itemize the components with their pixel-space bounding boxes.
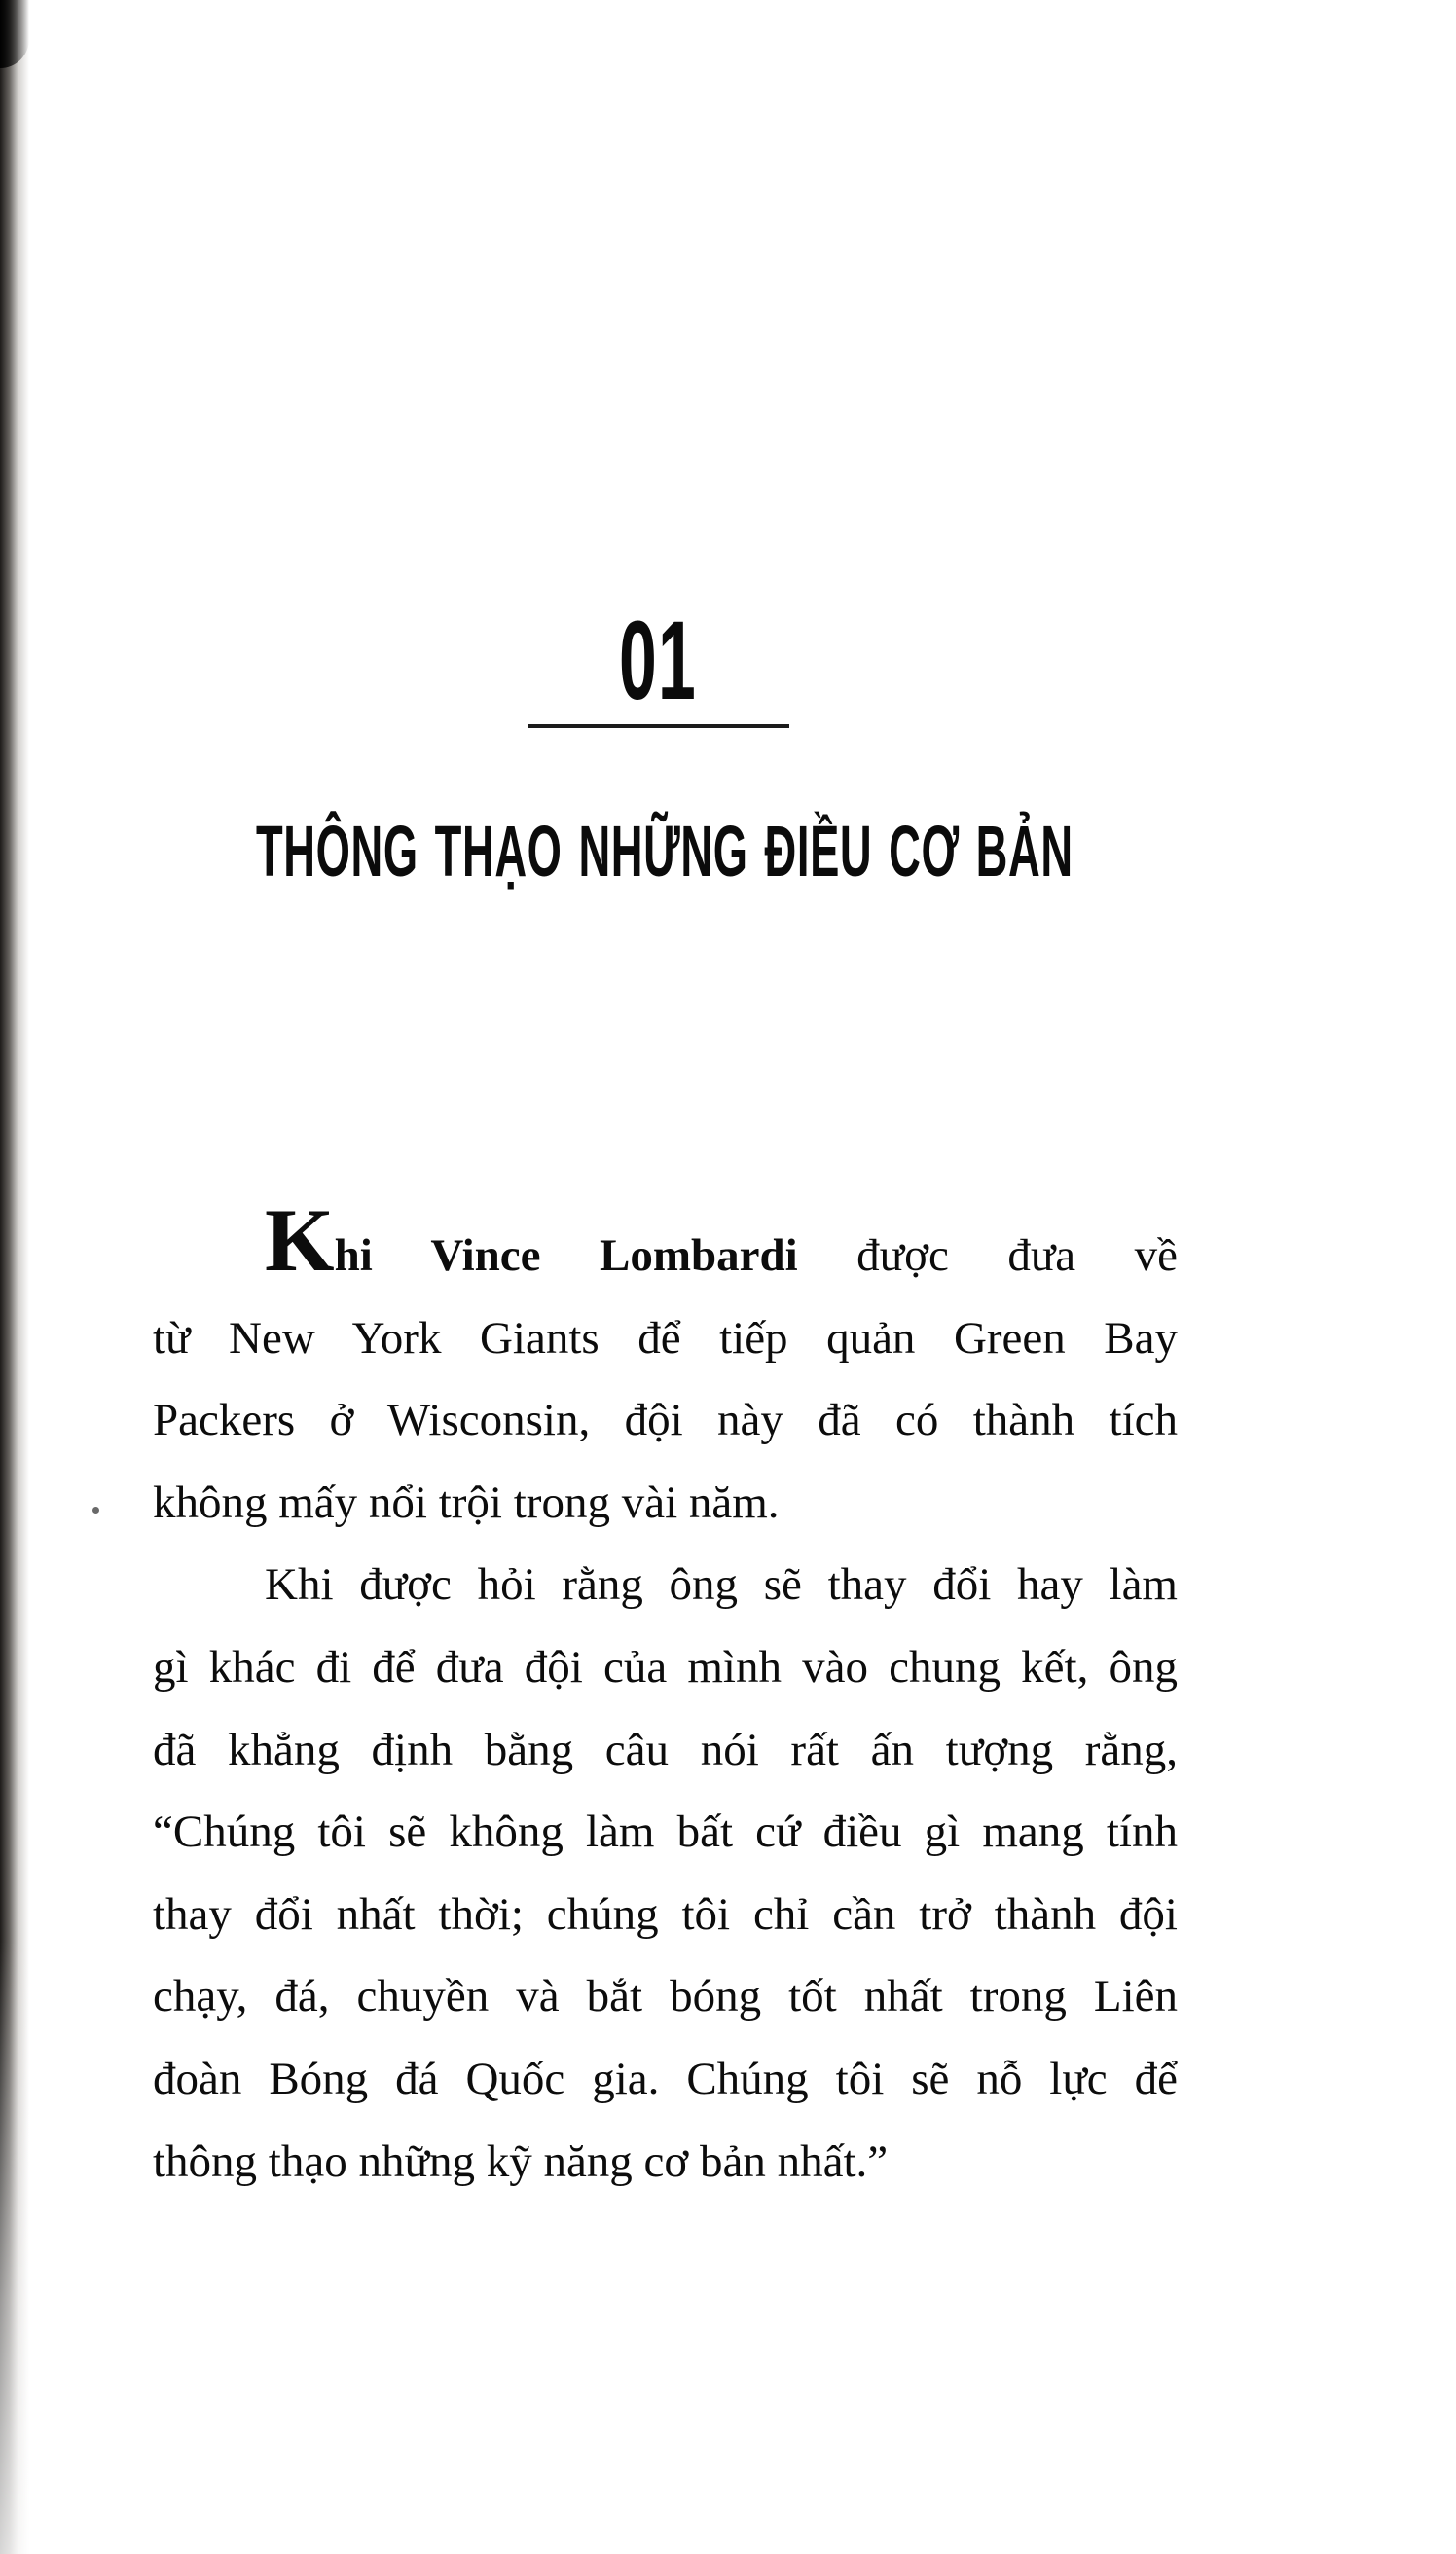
scan-gutter-shadow bbox=[0, 0, 29, 2554]
chapter-title-text: THÔNG THẠO NHỮNG ĐIỀU CƠ BẢN bbox=[256, 811, 1074, 892]
chapter-rule bbox=[528, 724, 789, 728]
text-line: không mấy nổi trội trong vài năm. bbox=[153, 1477, 780, 1528]
text-line bbox=[153, 1190, 1179, 1297]
paragraph-2 bbox=[153, 1544, 1178, 2203]
text-line: đã khẳng định bằng câu nói rất ấn tượng rằng, bbox=[153, 1724, 1178, 1775]
dropcap-k: K bbox=[265, 1190, 335, 1290]
text-line: Khi được hỏi rằng ông sẽ thay đổi hay làm bbox=[265, 1559, 1178, 1611]
text-line: “Chúng tôi sẽ không làm bất cứ điều gì mang tính bbox=[153, 1806, 1178, 1858]
text-line: thông thạo những kỹ năng cơ bản nhất.” bbox=[153, 2135, 889, 2187]
body-text bbox=[153, 1190, 1179, 2203]
scan-artifact-dot bbox=[92, 1507, 99, 1514]
text-line: đoàn Bóng đá Quốc gia. Chúng tôi sẽ nỗ lực để bbox=[153, 2053, 1178, 2104]
paragraph-1 bbox=[153, 1190, 1179, 1544]
text-line: thay đổi nhất thời; chúng tôi chỉ cần trở thành đội bbox=[153, 1888, 1178, 1940]
text-line: từ New York Giants để tiếp quản Green Bay bbox=[153, 1312, 1178, 1364]
text-line: Packers ở Wisconsin, đội này đã có thành tích bbox=[153, 1395, 1178, 1446]
lead-bold-text: hi Vince Lombardi bbox=[334, 1230, 798, 1281]
text-line: chạy, đá, chuyền và bắt bóng tốt nhất trong Liên bbox=[153, 1971, 1178, 2023]
chapter-title bbox=[256, 811, 1074, 892]
chapter-number bbox=[619, 599, 697, 723]
text-line: gì khác đi để đưa đội của mình vào chung kết, ông bbox=[153, 1641, 1178, 1693]
chapter-number-text: 01 bbox=[619, 599, 697, 723]
line-rest: được đưa về bbox=[856, 1230, 1179, 1281]
